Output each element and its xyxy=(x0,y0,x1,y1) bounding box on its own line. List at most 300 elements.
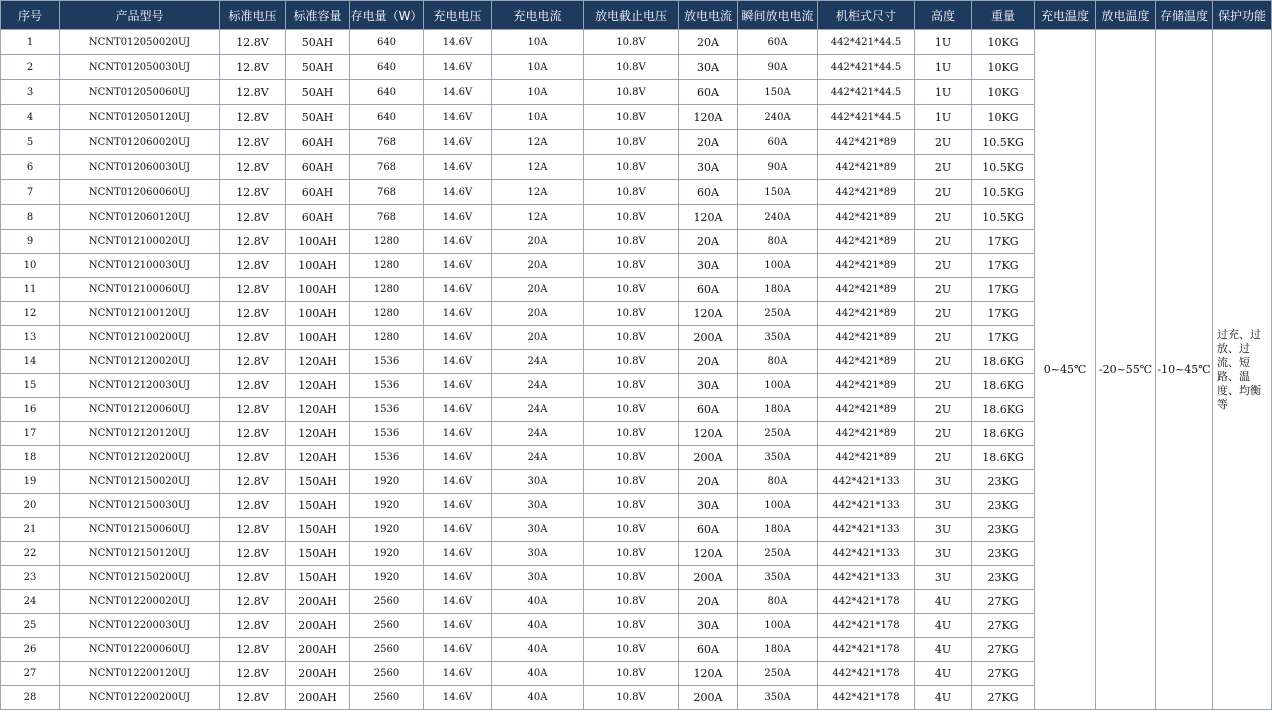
table-cell: 20A xyxy=(492,230,584,254)
table-cell: 20A xyxy=(679,30,738,55)
table-cell: 12.8V xyxy=(220,350,286,374)
table-cell: 12.8V xyxy=(220,30,286,55)
table-cell: 23KG xyxy=(972,470,1035,494)
table-cell: 1920 xyxy=(350,494,424,518)
table-cell: 12.8V xyxy=(220,326,286,350)
table-cell: 20 xyxy=(1,494,60,518)
table-cell: 768 xyxy=(350,130,424,155)
table-cell: 100AH xyxy=(286,278,350,302)
table-cell: 20A xyxy=(492,278,584,302)
table-cell: 30A xyxy=(679,614,738,638)
table-cell: 10KG xyxy=(972,80,1035,105)
table-cell: 10KG xyxy=(972,30,1035,55)
table-cell: 18.6KG xyxy=(972,422,1035,446)
table-cell: 442*421*178 xyxy=(818,662,915,686)
table-cell: 1920 xyxy=(350,470,424,494)
table-cell: 20A xyxy=(492,302,584,326)
table-cell: NCNT012050060UJ xyxy=(60,80,220,105)
table-cell: 250A xyxy=(738,302,818,326)
table-cell: 4 xyxy=(1,105,60,130)
table-cell: NCNT012150200UJ xyxy=(60,566,220,590)
table-cell: 80A xyxy=(738,470,818,494)
table-cell: 442*421*89 xyxy=(818,326,915,350)
protection-cell: 过充、过放、过流、短路、温度、均衡等 xyxy=(1213,30,1272,710)
table-cell: 12.8V xyxy=(220,398,286,422)
table-cell: 14.6V xyxy=(424,590,492,614)
table-cell: 2560 xyxy=(350,662,424,686)
table-cell: 30A xyxy=(492,518,584,542)
table-cell: 350A xyxy=(738,566,818,590)
storage-temp-cell: -10~45℃ xyxy=(1156,30,1213,710)
table-cell: 640 xyxy=(350,105,424,130)
table-cell: 60A xyxy=(738,130,818,155)
table-cell: 1280 xyxy=(350,326,424,350)
table-cell: 10.8V xyxy=(584,155,679,180)
table-cell: 14.6V xyxy=(424,278,492,302)
column-header: 充电温度 xyxy=(1035,1,1096,30)
table-cell: 200A xyxy=(679,326,738,350)
table-cell: 640 xyxy=(350,55,424,80)
table-cell: 18.6KG xyxy=(972,350,1035,374)
table-cell: 90A xyxy=(738,155,818,180)
table-cell: 180A xyxy=(738,398,818,422)
table-cell: NCNT012120060UJ xyxy=(60,398,220,422)
table-cell: 60A xyxy=(679,180,738,205)
table-cell: 10.8V xyxy=(584,686,679,710)
table-cell: 1536 xyxy=(350,398,424,422)
table-cell: NCNT012100020UJ xyxy=(60,230,220,254)
table-cell: 6 xyxy=(1,155,60,180)
table-cell: 30A xyxy=(679,55,738,80)
table-cell: 40A xyxy=(492,638,584,662)
table-cell: 442*421*133 xyxy=(818,470,915,494)
table-cell: 200AH xyxy=(286,638,350,662)
table-cell: NCNT012100060UJ xyxy=(60,278,220,302)
table-cell: 28 xyxy=(1,686,60,710)
table-cell: 12.8V xyxy=(220,80,286,105)
table-cell: 14.6V xyxy=(424,230,492,254)
table-cell: NCNT012120030UJ xyxy=(60,374,220,398)
table-cell: 10.8V xyxy=(584,326,679,350)
table-cell: 12A xyxy=(492,180,584,205)
table-cell: 1280 xyxy=(350,278,424,302)
table-cell: 442*421*89 xyxy=(818,230,915,254)
table-cell: 24A xyxy=(492,350,584,374)
table-cell: 10.8V xyxy=(584,518,679,542)
table-cell: 442*421*89 xyxy=(818,374,915,398)
table-cell: NCNT012060030UJ xyxy=(60,155,220,180)
table-cell: 120AH xyxy=(286,398,350,422)
table-cell: 350A xyxy=(738,446,818,470)
column-header: 序号 xyxy=(1,1,60,30)
table-cell: 12.8V xyxy=(220,422,286,446)
table-cell: 120A xyxy=(679,205,738,230)
table-cell: 2U xyxy=(915,155,972,180)
table-cell: 3U xyxy=(915,470,972,494)
table-cell: 19 xyxy=(1,470,60,494)
table-cell: 442*421*89 xyxy=(818,398,915,422)
table-cell: 442*421*44.5 xyxy=(818,80,915,105)
table-cell: 10A xyxy=(492,80,584,105)
table-cell: 14.6V xyxy=(424,254,492,278)
table-cell: 14.6V xyxy=(424,518,492,542)
table-cell: 640 xyxy=(350,30,424,55)
table-cell: 200AH xyxy=(286,662,350,686)
table-cell: 5 xyxy=(1,130,60,155)
table-cell: 10KG xyxy=(972,105,1035,130)
column-header: 标准容量 xyxy=(286,1,350,30)
table-cell: 25 xyxy=(1,614,60,638)
table-cell: 50AH xyxy=(286,80,350,105)
table-cell: 14.6V xyxy=(424,398,492,422)
table-cell: NCNT012200030UJ xyxy=(60,614,220,638)
table-cell: 12.8V xyxy=(220,470,286,494)
table-cell: 60AH xyxy=(286,130,350,155)
table-cell: 10.8V xyxy=(584,662,679,686)
table-cell: 12.8V xyxy=(220,590,286,614)
table-cell: 100AH xyxy=(286,254,350,278)
table-cell: 30A xyxy=(679,374,738,398)
table-cell: 14.6V xyxy=(424,30,492,55)
table-cell: NCNT012100030UJ xyxy=(60,254,220,278)
table-cell: 2U xyxy=(915,230,972,254)
table-cell: NCNT012050030UJ xyxy=(60,55,220,80)
table-cell: 3U xyxy=(915,518,972,542)
table-cell: 8 xyxy=(1,205,60,230)
table-cell: 30A xyxy=(679,254,738,278)
table-cell: 1536 xyxy=(350,446,424,470)
table-body xyxy=(1,30,1272,710)
table-cell: NCNT012060020UJ xyxy=(60,130,220,155)
table-cell: 150AH xyxy=(286,518,350,542)
table-cell: 10.8V xyxy=(584,398,679,422)
table-cell: 17KG xyxy=(972,254,1035,278)
table-cell: 2U xyxy=(915,180,972,205)
table-cell: 14.6V xyxy=(424,446,492,470)
table-cell: 250A xyxy=(738,662,818,686)
table-cell: NCNT012100200UJ xyxy=(60,326,220,350)
charge-temp-cell: 0~45℃ xyxy=(1035,30,1096,710)
table-cell: 200A xyxy=(679,566,738,590)
table-cell: NCNT012150120UJ xyxy=(60,542,220,566)
table-cell: 30A xyxy=(679,155,738,180)
table-cell: 120AH xyxy=(286,422,350,446)
table-cell: 27KG xyxy=(972,686,1035,710)
table-cell: 250A xyxy=(738,542,818,566)
table-cell: 10.8V xyxy=(584,422,679,446)
table-cell: 2U xyxy=(915,205,972,230)
table-cell: 12.8V xyxy=(220,278,286,302)
table-cell: 100AH xyxy=(286,326,350,350)
table-cell: 10.8V xyxy=(584,80,679,105)
column-header: 放电电流 xyxy=(679,1,738,30)
table-cell: 1280 xyxy=(350,254,424,278)
table-cell: 150AH xyxy=(286,566,350,590)
table-cell: 30A xyxy=(492,470,584,494)
table-cell: 40A xyxy=(492,614,584,638)
table-cell: 768 xyxy=(350,180,424,205)
table-cell: 1536 xyxy=(350,374,424,398)
table-cell: 2U xyxy=(915,302,972,326)
column-header: 充电电压 xyxy=(424,1,492,30)
table-cell: 12.8V xyxy=(220,180,286,205)
column-header: 产品型号 xyxy=(60,1,220,30)
column-header: 存电量（W） xyxy=(350,1,424,30)
table-cell: 12.8V xyxy=(220,130,286,155)
table-cell: 240A xyxy=(738,205,818,230)
table-cell: 2U xyxy=(915,278,972,302)
table-cell: NCNT012050120UJ xyxy=(60,105,220,130)
table-cell: 12.8V xyxy=(220,230,286,254)
table-cell: NCNT012150030UJ xyxy=(60,494,220,518)
table-cell: 768 xyxy=(350,205,424,230)
table-cell: 14.6V xyxy=(424,374,492,398)
table-cell: 10.8V xyxy=(584,302,679,326)
table-cell: 14.6V xyxy=(424,470,492,494)
table-cell: 12A xyxy=(492,205,584,230)
table-cell: NCNT012200060UJ xyxy=(60,638,220,662)
table-cell: 40A xyxy=(492,662,584,686)
table-cell: 120AH xyxy=(286,350,350,374)
table-cell: 442*421*178 xyxy=(818,590,915,614)
table-cell: 23KG xyxy=(972,566,1035,590)
table-cell: 18.6KG xyxy=(972,446,1035,470)
table-cell: 200AH xyxy=(286,614,350,638)
table-cell: 14.6V xyxy=(424,155,492,180)
table-cell: 14.6V xyxy=(424,180,492,205)
table-cell: 10.8V xyxy=(584,446,679,470)
table-cell: NCNT012200020UJ xyxy=(60,590,220,614)
table-cell: 22 xyxy=(1,542,60,566)
table-cell: 10.8V xyxy=(584,542,679,566)
table-cell: 2U xyxy=(915,374,972,398)
table-cell: 12.8V xyxy=(220,518,286,542)
table-cell: 60A xyxy=(679,80,738,105)
table-cell: 442*421*178 xyxy=(818,638,915,662)
table-cell: 18.6KG xyxy=(972,374,1035,398)
table-cell: 3 xyxy=(1,80,60,105)
table-cell: 60A xyxy=(738,30,818,55)
table-cell: 442*421*89 xyxy=(818,254,915,278)
table-cell: 30A xyxy=(492,542,584,566)
table-cell: NCNT012120020UJ xyxy=(60,350,220,374)
table-cell: NCNT012060120UJ xyxy=(60,205,220,230)
table-cell: 7 xyxy=(1,180,60,205)
table-cell: 10.8V xyxy=(584,130,679,155)
table-cell: 250A xyxy=(738,422,818,446)
table-cell: 100A xyxy=(738,374,818,398)
table-cell: 10.5KG xyxy=(972,155,1035,180)
table-cell: 18 xyxy=(1,446,60,470)
table-cell: 24A xyxy=(492,398,584,422)
table-cell: 200AH xyxy=(286,590,350,614)
table-cell: 18.6KG xyxy=(972,398,1035,422)
table-row xyxy=(1,30,1272,55)
table-cell: 442*421*89 xyxy=(818,446,915,470)
table-cell: 14.6V xyxy=(424,662,492,686)
table-cell: 14.6V xyxy=(424,422,492,446)
table-cell: 10.5KG xyxy=(972,180,1035,205)
table-cell: 12.8V xyxy=(220,566,286,590)
table-cell: 150AH xyxy=(286,470,350,494)
table-cell: 150AH xyxy=(286,542,350,566)
table-cell: 12.8V xyxy=(220,155,286,180)
table-cell: 442*421*44.5 xyxy=(818,55,915,80)
table-cell: 14.6V xyxy=(424,205,492,230)
table-cell: 14.6V xyxy=(424,55,492,80)
table-cell: 3U xyxy=(915,542,972,566)
table-cell: 20A xyxy=(679,350,738,374)
table-cell: 14.6V xyxy=(424,326,492,350)
table-cell: 350A xyxy=(738,326,818,350)
table-cell: 80A xyxy=(738,230,818,254)
table-cell: 60A xyxy=(679,638,738,662)
table-cell: 10.8V xyxy=(584,180,679,205)
table-cell: 4U xyxy=(915,686,972,710)
table-cell: 14.6V xyxy=(424,566,492,590)
table-cell: 12.8V xyxy=(220,55,286,80)
table-cell: 10.8V xyxy=(584,494,679,518)
table-cell: 442*421*89 xyxy=(818,278,915,302)
table-cell: 120A xyxy=(679,105,738,130)
table-cell: 12.8V xyxy=(220,614,286,638)
table-cell: 60AH xyxy=(286,205,350,230)
table-cell: 26 xyxy=(1,638,60,662)
table-cell: 24A xyxy=(492,446,584,470)
table-cell: 768 xyxy=(350,155,424,180)
table-cell: 50AH xyxy=(286,55,350,80)
table-cell: 442*421*89 xyxy=(818,180,915,205)
table-cell: 20A xyxy=(679,130,738,155)
table-cell: 60A xyxy=(679,518,738,542)
column-header: 存储温度 xyxy=(1156,1,1213,30)
table-cell: 12.8V xyxy=(220,374,286,398)
table-cell: 10.8V xyxy=(584,374,679,398)
table-cell: 10.8V xyxy=(584,470,679,494)
table-cell: 442*421*133 xyxy=(818,518,915,542)
table-cell: 200AH xyxy=(286,686,350,710)
table-cell: 12.8V xyxy=(220,662,286,686)
table-cell: 12.8V xyxy=(220,254,286,278)
table-cell: 12 xyxy=(1,302,60,326)
table-cell: 14.6V xyxy=(424,80,492,105)
table-cell: 120AH xyxy=(286,446,350,470)
table-cell: 13 xyxy=(1,326,60,350)
table-cell: 50AH xyxy=(286,105,350,130)
table-cell: 10A xyxy=(492,30,584,55)
table-cell: 10.8V xyxy=(584,350,679,374)
table-cell: 9 xyxy=(1,230,60,254)
table-cell: 100A xyxy=(738,494,818,518)
table-cell: 12A xyxy=(492,130,584,155)
table-cell: 12.8V xyxy=(220,302,286,326)
table-cell: 17KG xyxy=(972,278,1035,302)
table-cell: 20A xyxy=(492,254,584,278)
table-cell: 100A xyxy=(738,614,818,638)
table-cell: 4U xyxy=(915,638,972,662)
table-cell: 17KG xyxy=(972,302,1035,326)
table-cell: 1280 xyxy=(350,302,424,326)
table-cell: 17 xyxy=(1,422,60,446)
table-cell: 10.8V xyxy=(584,566,679,590)
table-cell: NCNT012120200UJ xyxy=(60,446,220,470)
table-cell: 12.8V xyxy=(220,446,286,470)
table-cell: 20A xyxy=(492,326,584,350)
table-cell: 60A xyxy=(679,398,738,422)
table-cell: 12.8V xyxy=(220,494,286,518)
table-cell: 1U xyxy=(915,55,972,80)
table-cell: 2U xyxy=(915,254,972,278)
table-cell: 14.6V xyxy=(424,494,492,518)
table-cell: 12.8V xyxy=(220,686,286,710)
table-cell: 350A xyxy=(738,686,818,710)
table-cell: 12A xyxy=(492,155,584,180)
table-cell: 14.6V xyxy=(424,350,492,374)
table-cell: 27KG xyxy=(972,590,1035,614)
table-cell: 120A xyxy=(679,542,738,566)
table-cell: NCNT012050020UJ xyxy=(60,30,220,55)
table-cell: 14.6V xyxy=(424,130,492,155)
table-cell: 80A xyxy=(738,590,818,614)
table-cell: 21 xyxy=(1,518,60,542)
table-cell: 200A xyxy=(679,446,738,470)
column-header: 重量 xyxy=(972,1,1035,30)
table-cell: 30A xyxy=(679,494,738,518)
table-cell: 2560 xyxy=(350,590,424,614)
table-cell: 10.8V xyxy=(584,105,679,130)
table-cell: 1920 xyxy=(350,518,424,542)
table-cell: NCNT012200200UJ xyxy=(60,686,220,710)
table-cell: 100A xyxy=(738,254,818,278)
table-cell: 442*421*44.5 xyxy=(818,30,915,55)
table-cell: 10 xyxy=(1,254,60,278)
table-cell: 14 xyxy=(1,350,60,374)
table-cell: 2560 xyxy=(350,638,424,662)
table-cell: 80A xyxy=(738,350,818,374)
table-cell: 20A xyxy=(679,470,738,494)
table-cell: 23 xyxy=(1,566,60,590)
table-cell: NCNT012100120UJ xyxy=(60,302,220,326)
column-header: 放电截止电压 xyxy=(584,1,679,30)
table-cell: 10.5KG xyxy=(972,130,1035,155)
table-cell: 2560 xyxy=(350,686,424,710)
column-header: 机柜式尺寸 xyxy=(818,1,915,30)
table-cell: 120A xyxy=(679,302,738,326)
table-cell: 12.8V xyxy=(220,205,286,230)
table-cell: 1280 xyxy=(350,230,424,254)
table-cell: 4U xyxy=(915,614,972,638)
table-cell: 4U xyxy=(915,590,972,614)
table-cell: 442*421*133 xyxy=(818,542,915,566)
table-cell: 23KG xyxy=(972,494,1035,518)
table-cell: 23KG xyxy=(972,542,1035,566)
table-cell: 20A xyxy=(679,590,738,614)
table-cell: 40A xyxy=(492,686,584,710)
table-cell: 2U xyxy=(915,398,972,422)
table-cell: 120A xyxy=(679,662,738,686)
table-cell: 10.8V xyxy=(584,230,679,254)
table-cell: 15 xyxy=(1,374,60,398)
table-cell: 10.8V xyxy=(584,638,679,662)
table-cell: 24A xyxy=(492,374,584,398)
table-cell: 4U xyxy=(915,662,972,686)
table-cell: 442*421*133 xyxy=(818,494,915,518)
column-header: 充电电流 xyxy=(492,1,584,30)
table-cell: 1U xyxy=(915,30,972,55)
table-cell: 12.8V xyxy=(220,105,286,130)
table-cell: 10.8V xyxy=(584,590,679,614)
table-cell: 150A xyxy=(738,80,818,105)
